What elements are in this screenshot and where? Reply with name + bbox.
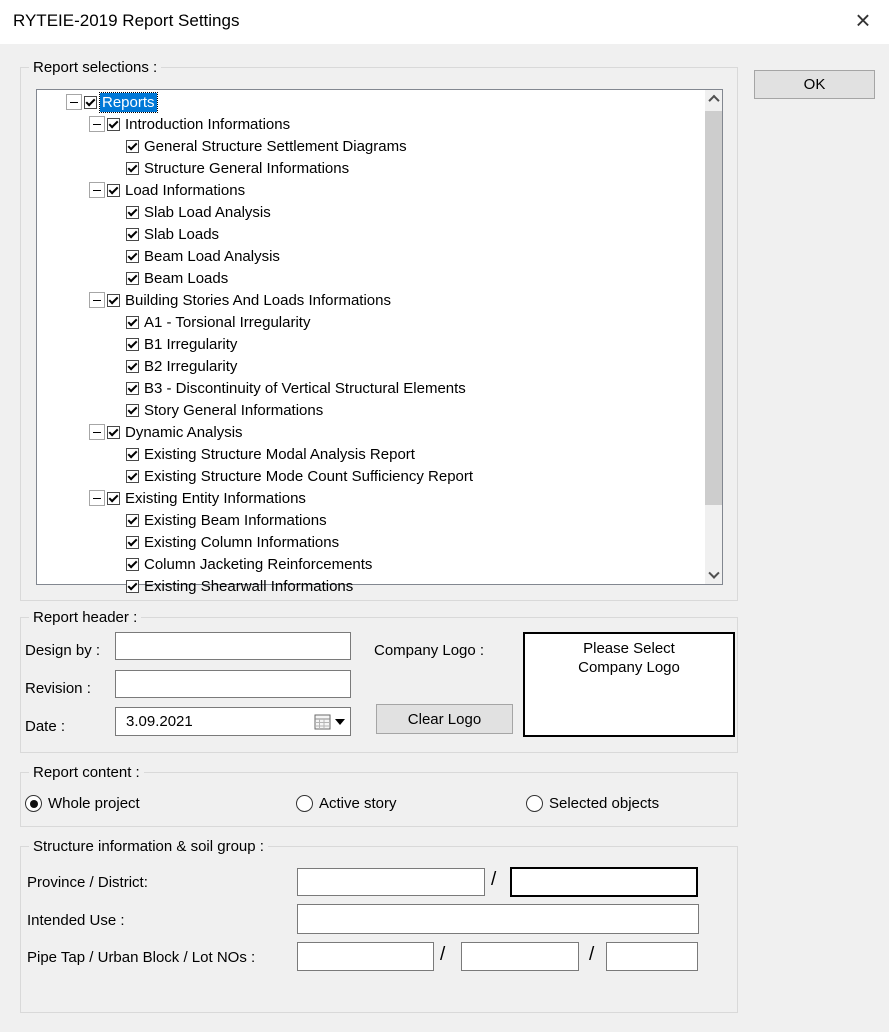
tree-item[interactable] xyxy=(37,289,704,311)
radio-selected-objects[interactable] xyxy=(526,795,659,812)
tree-item-checkbox[interactable] xyxy=(126,338,139,351)
tree-item-label: Load Informations xyxy=(125,181,246,199)
tree-item[interactable] xyxy=(37,443,704,465)
tree-item-checkbox[interactable] xyxy=(126,470,139,483)
tree-item[interactable] xyxy=(37,377,704,399)
report-content-group xyxy=(20,764,738,827)
tree-item-label: Existing Beam Informations xyxy=(144,511,327,529)
tree-item-label: B1 Irregularity xyxy=(144,335,238,353)
clear-logo-button[interactable]: Clear Logo xyxy=(376,704,513,734)
close-icon: × xyxy=(855,5,871,35)
company-logo-preview[interactable] xyxy=(523,632,735,737)
province-district-label: Province / District: xyxy=(27,874,148,891)
scroll-down-button[interactable] xyxy=(705,567,722,584)
chevron-up-icon xyxy=(708,94,719,105)
collapse-minus-icon[interactable] xyxy=(89,116,105,132)
separator-slash: / xyxy=(491,869,497,890)
ok-button[interactable]: OK xyxy=(754,70,875,99)
tree-item[interactable] xyxy=(37,465,704,487)
tree-item-label: Slab Loads xyxy=(144,225,220,243)
tree-item-label: Slab Load Analysis xyxy=(144,203,271,221)
report-header-label: Report header : xyxy=(29,609,141,626)
close-button[interactable] xyxy=(841,0,885,40)
tree-scrollbar[interactable] xyxy=(705,90,722,584)
radio-button-icon[interactable] xyxy=(25,795,42,812)
revision-input[interactable] xyxy=(115,670,351,698)
intended-use-label: Intended Use : xyxy=(27,912,125,929)
tree-item[interactable] xyxy=(37,421,704,443)
intended-use-input[interactable] xyxy=(297,904,699,934)
radio-button-icon[interactable] xyxy=(296,795,313,812)
tree-item-checkbox[interactable] xyxy=(107,118,120,131)
tree-item-label: Existing Structure Mode Count Sufficiency Report xyxy=(144,467,474,485)
tree-item-label: Existing Shearwall Informations xyxy=(144,577,354,595)
tree-item[interactable] xyxy=(37,531,704,553)
collapse-minus-icon[interactable] xyxy=(89,292,105,308)
pipe-tap-label: Pipe Tap / Urban Block / Lot NOs : xyxy=(27,949,256,966)
tree-item[interactable] xyxy=(37,157,704,179)
tree-item[interactable] xyxy=(37,91,704,113)
revision-label: Revision : xyxy=(25,680,91,697)
tree-item-label: Introduction Informations xyxy=(125,115,291,133)
tree-item-label: Reports xyxy=(102,93,155,111)
window-title: RYTEIE-2019 Report Settings xyxy=(13,11,240,30)
tree-item-label: General Structure Settlement Diagrams xyxy=(144,137,407,155)
tree-item-checkbox[interactable] xyxy=(126,140,139,153)
report-selections-group xyxy=(20,59,738,601)
tree-item[interactable] xyxy=(37,333,704,355)
radio-button-icon[interactable] xyxy=(526,795,543,812)
design-by-input[interactable] xyxy=(115,632,351,660)
tree-item-label: Building Stories And Loads Informations xyxy=(125,291,391,309)
tree-item-checkbox[interactable] xyxy=(126,250,139,263)
tree-item-label: Beam Loads xyxy=(144,269,229,287)
tree-item-label: Existing Entity Informations xyxy=(125,489,306,507)
titlebar xyxy=(0,0,889,44)
collapse-minus-icon[interactable] xyxy=(66,94,82,110)
tree-item-label: Structure General Informations xyxy=(144,159,350,177)
logo-placeholder-line2: Company Logo xyxy=(578,659,680,676)
radio-label: Selected objects xyxy=(549,795,660,812)
tree-item-checkbox[interactable] xyxy=(107,294,120,307)
report-content-label: Report content : xyxy=(29,764,144,781)
radio-active-story[interactable] xyxy=(296,795,397,812)
tree-item[interactable] xyxy=(37,223,704,245)
tree-item-label: Column Jacketing Reinforcements xyxy=(144,555,373,573)
tree-item[interactable] xyxy=(37,135,704,157)
urban-block-input[interactable] xyxy=(461,942,579,971)
tree-item-checkbox[interactable] xyxy=(126,272,139,285)
radio-label: Whole project xyxy=(48,795,140,812)
tree-item-checkbox[interactable] xyxy=(126,448,139,461)
logo-placeholder-line1: Please Select xyxy=(583,640,675,657)
collapse-minus-icon[interactable] xyxy=(89,424,105,440)
tree-item[interactable] xyxy=(37,575,704,597)
tree-item-checkbox[interactable] xyxy=(107,426,120,439)
tree-item-checkbox[interactable] xyxy=(126,514,139,527)
report-selections-label: Report selections : xyxy=(29,59,161,76)
scroll-up-button[interactable] xyxy=(705,90,722,107)
design-by-label: Design by : xyxy=(25,642,101,659)
calendar-icon xyxy=(314,714,331,730)
district-input[interactable] xyxy=(510,867,698,897)
tree-item-label: Existing Column Informations xyxy=(144,533,340,551)
tree-item[interactable] xyxy=(37,201,704,223)
tree-item-checkbox[interactable] xyxy=(126,536,139,549)
tree-item-label: Beam Load Analysis xyxy=(144,247,280,265)
tree-item-checkbox[interactable] xyxy=(107,184,120,197)
calendar-picker-button[interactable] xyxy=(314,714,345,730)
tree-item-checkbox[interactable] xyxy=(126,382,139,395)
tree-item-checkbox[interactable] xyxy=(126,580,139,593)
tree-item-checkbox[interactable] xyxy=(84,96,97,109)
tree-item-checkbox[interactable] xyxy=(126,360,139,373)
chevron-down-icon xyxy=(708,567,719,578)
tree-item[interactable] xyxy=(37,509,704,531)
pipe-tap-input[interactable] xyxy=(297,942,434,971)
structure-info-group xyxy=(20,838,738,1013)
tree-item-checkbox[interactable] xyxy=(126,404,139,417)
date-value: 3.09.2021 xyxy=(126,713,193,730)
company-logo-label: Company Logo : xyxy=(374,642,485,659)
tree-item[interactable] xyxy=(37,399,704,421)
tree-item[interactable] xyxy=(37,113,704,135)
tree-item-checkbox[interactable] xyxy=(126,316,139,329)
separator-slash: / xyxy=(589,944,595,965)
report-header-group xyxy=(20,609,738,753)
tree-item-checkbox[interactable] xyxy=(107,492,120,505)
tree-item[interactable] xyxy=(37,487,704,509)
province-input[interactable] xyxy=(297,868,485,896)
tree-item[interactable] xyxy=(37,179,704,201)
radio-whole-project[interactable] xyxy=(25,795,140,812)
tree-item-checkbox[interactable] xyxy=(126,558,139,571)
tree-item-label: Story General Informations xyxy=(144,401,324,419)
tree-item-label: Dynamic Analysis xyxy=(125,423,243,441)
tree-item-checkbox[interactable] xyxy=(126,228,139,241)
separator-slash: / xyxy=(440,944,446,965)
scrollbar-thumb[interactable] xyxy=(705,111,722,505)
tree-item[interactable] xyxy=(37,553,704,575)
collapse-minus-icon[interactable] xyxy=(89,182,105,198)
tree-item-label: B2 Irregularity xyxy=(144,357,238,375)
lot-nos-input[interactable] xyxy=(606,942,698,971)
report-tree xyxy=(36,89,723,595)
tree-item[interactable] xyxy=(37,267,704,289)
dropdown-arrow-icon xyxy=(335,719,345,725)
tree-item-checkbox[interactable] xyxy=(126,162,139,175)
structure-info-label: Structure information & soil group : xyxy=(29,838,268,855)
tree-item[interactable] xyxy=(37,311,704,333)
tree-item-label: B3 - Discontinuity of Vertical Structural Elements xyxy=(144,379,466,397)
radio-label: Active story xyxy=(319,795,397,812)
collapse-minus-icon[interactable] xyxy=(89,490,105,506)
tree-item-checkbox[interactable] xyxy=(126,206,139,219)
tree-item-label: Existing Structure Modal Analysis Report xyxy=(144,445,415,463)
date-label: Date : xyxy=(25,718,66,735)
tree-item-label: A1 - Torsional Irregularity xyxy=(144,313,311,331)
tree-item[interactable] xyxy=(37,245,704,267)
date-input[interactable] xyxy=(115,707,351,736)
tree-item[interactable] xyxy=(37,355,704,377)
